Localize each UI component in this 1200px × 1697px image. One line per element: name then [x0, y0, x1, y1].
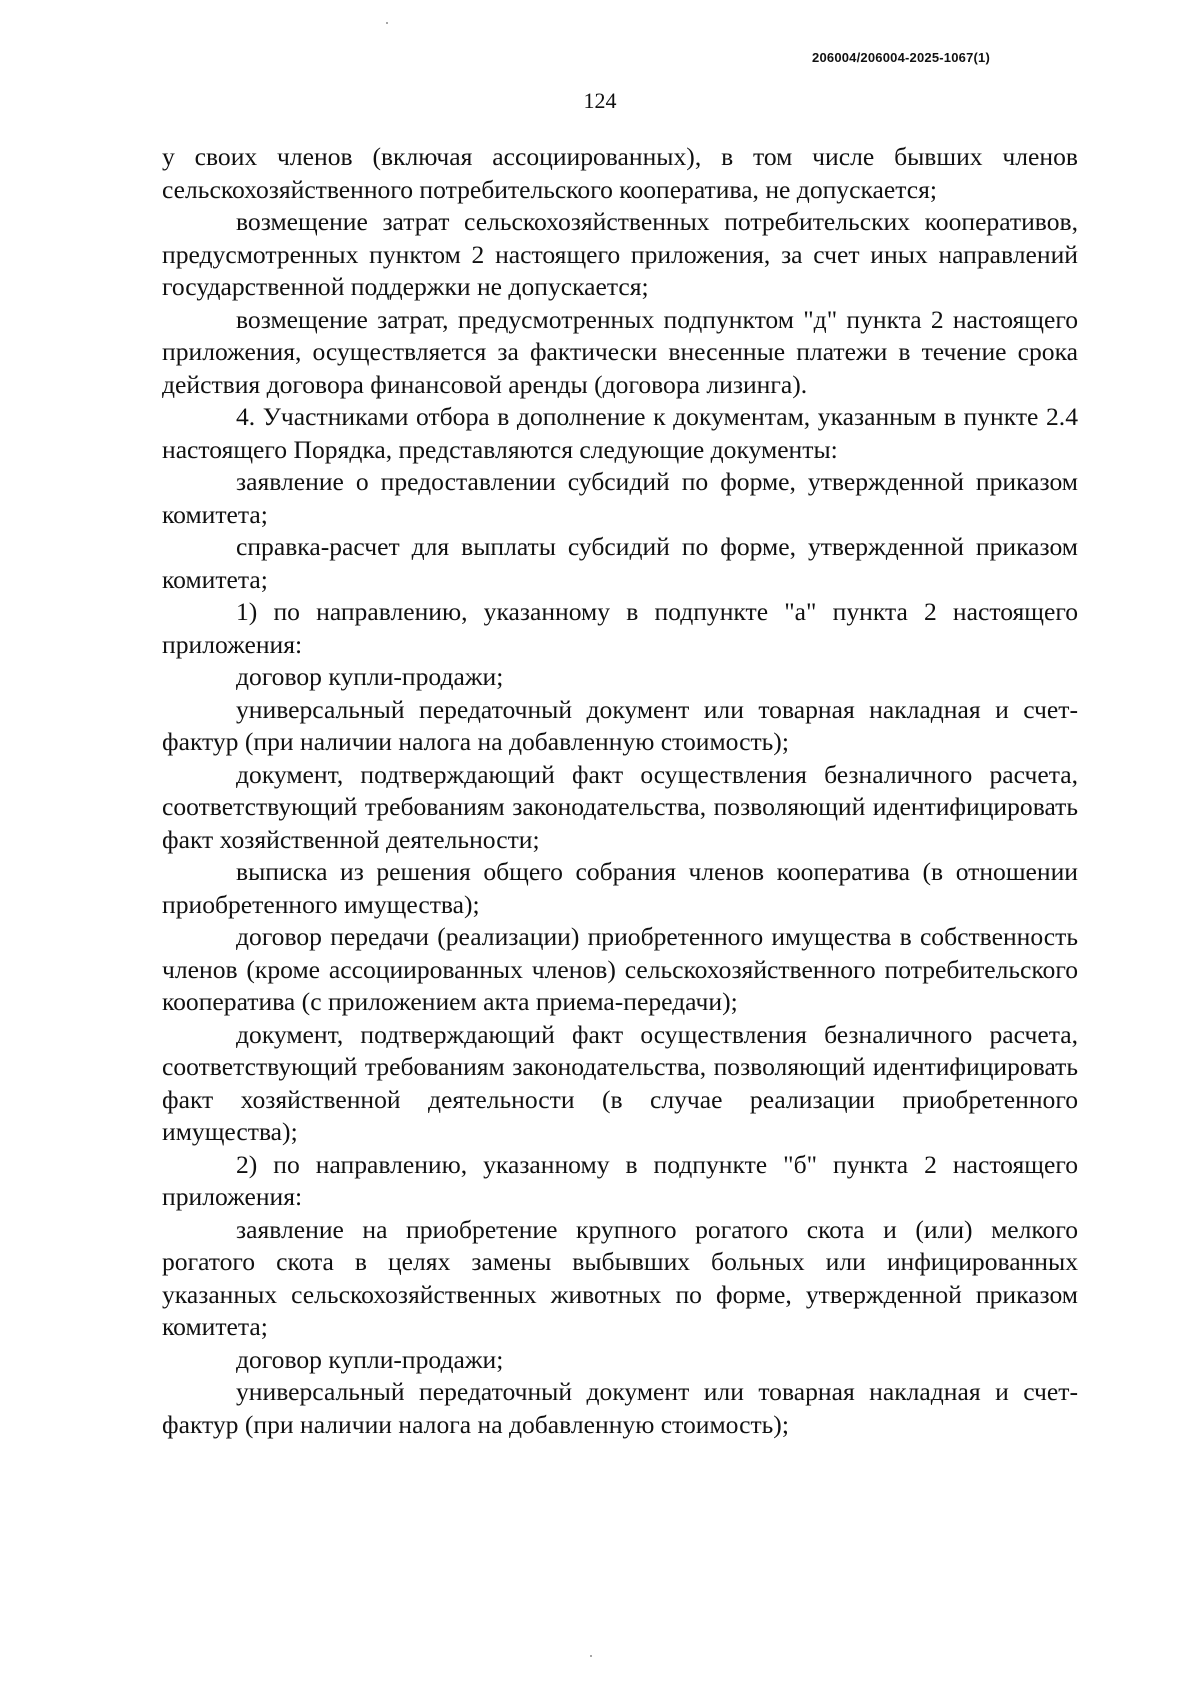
- paragraph: универсальный передаточный документ или товарная накладная и счет-фактур (при наличии налога на добавленную стоимость);: [162, 1377, 1078, 1439]
- paragraph: заявление на приобретение крупного рогатого скота и (или) мелкого рогатого скота в целях замены выбывших больных или инфицированных указанных сельскохозяйственных животных по форме, утвержденной приказом комитета;: [162, 1214, 1078, 1341]
- paragraph: заявление о предоставлении субсидий по форме, утвержденной приказом комитета;: [162, 467, 1078, 529]
- scan-speck: [590, 1655, 592, 1657]
- paragraph: договор купли-продажи;: [236, 1344, 504, 1374]
- paragraph: договор передачи (реализации) приобретенного имущества в собственность членов (кроме ассоциированных членов) сельскохозяйственного потребительского кооператива (с приложением акта приема-передачи);: [162, 922, 1078, 1016]
- paragraph: выписка из решения общего собрания членов кооператива (в отношении приобретенного имущества);: [162, 857, 1078, 919]
- subsection-1-paragraph: 1) по направлению, указанному в подпункте "а" пункта 2 настоящего приложения:: [162, 597, 1078, 659]
- paragraph: справка-расчет для выплаты субсидий по форме, утвержденной приказом комитета;: [162, 532, 1078, 594]
- paragraph: возмещение затрат сельскохозяйственных потребительских кооперативов, предусмотренных пунктом 2 настоящего приложения, за счет иных направлений государственной поддержки не допускается;: [162, 207, 1078, 301]
- scan-speck: [386, 22, 388, 24]
- section-4-paragraph: 4. Участниками отбора в дополнение к документам, указанным в пункте 2.4 настоящего Порядка, представляются следующие документы:: [162, 402, 1078, 464]
- paragraph: документ, подтверждающий факт осуществления безналичного расчета, соответствующий требованиям законодательства, позволяющий идентифицировать факт хозяйственной деятельности (в случае реализации приобретенного имущества);: [162, 1019, 1078, 1146]
- paragraph: у своих членов (включая ассоциированных), в том числе бывших членов сельскохозяйственного потребительского кооператива, не допускается;: [162, 142, 1078, 204]
- document-body: [162, 141, 1078, 1441]
- paragraph: возмещение затрат, предусмотренных подпунктом "д" пункта 2 настоящего приложения, осуществляется за фактически внесенные платежи в течение срока действия договора финансовой аренды (договора лизинга).: [162, 304, 1078, 399]
- subsection-2-paragraph: 2) по направлению, указанному в подпункте "б" пункта 2 настоящего приложения:: [162, 1149, 1078, 1211]
- paragraph: универсальный передаточный документ или товарная накладная и счет-фактур (при наличии налога на добавленную стоимость);: [162, 694, 1078, 756]
- paragraph: документ, подтверждающий факт осуществления безналичного расчета, соответствующий требованиям законодательства, позволяющий идентифицировать факт хозяйственной деятельности;: [162, 759, 1078, 854]
- page-number: 124: [583, 88, 617, 113]
- paragraph: договор купли-продажи;: [236, 662, 504, 691]
- document-registration-number: 206004/206004-2025-1067(1): [812, 50, 990, 65]
